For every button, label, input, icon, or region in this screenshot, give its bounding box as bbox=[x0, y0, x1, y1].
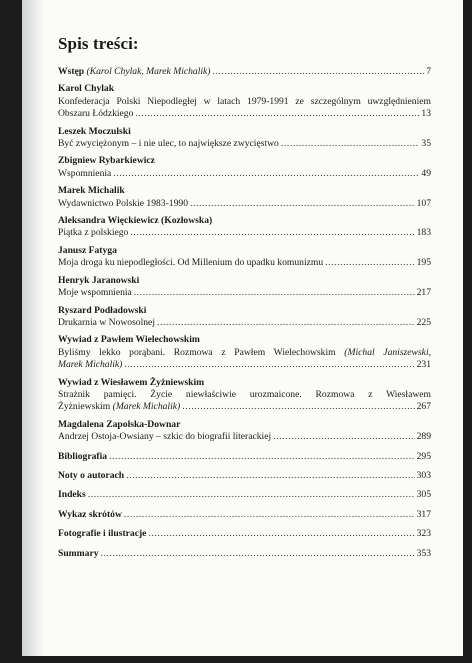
toc-entry-zyzniewski bbox=[58, 377, 431, 414]
entry-title: Andrzej Ostoja-Owsiany – szkic do biografii literackiej bbox=[58, 431, 272, 443]
dot-leader bbox=[126, 470, 415, 482]
toc-entry-michalik bbox=[58, 185, 431, 210]
entry-label: Indeks bbox=[58, 489, 86, 501]
page-number: 303 bbox=[416, 469, 431, 481]
page-number: 353 bbox=[416, 547, 431, 559]
dot-leader bbox=[135, 108, 419, 120]
entry-author: Aleksandra Więckiewicz (Kozłowska) bbox=[58, 215, 213, 227]
page-number: 7 bbox=[426, 66, 431, 77]
page-number: 295 bbox=[416, 450, 431, 462]
entry-label: Bibliografia bbox=[58, 450, 108, 462]
entry-author: Ryszard Podładowski bbox=[58, 304, 147, 316]
toc-entry-skroty bbox=[58, 509, 431, 521]
document-page bbox=[22, 0, 463, 656]
dot-leader bbox=[273, 431, 414, 443]
entry-author: Henryk Jaranowski bbox=[58, 274, 140, 286]
entry-title-line1: Strażnik pamięci. Życie niewłaściwie urozmaicone. Rozmowa z Wiesławem bbox=[58, 388, 431, 400]
toc-entry-chylak bbox=[58, 83, 431, 120]
page-binding-shadow bbox=[22, 0, 44, 656]
toc-entry-jaranowski bbox=[58, 275, 431, 300]
entry-label: Noty o autorach bbox=[58, 469, 125, 481]
entry-title-line2: Obszaru Łódzkiego bbox=[58, 108, 134, 120]
page-number: 13 bbox=[421, 108, 431, 120]
entry-title: Wydawnictwo Polskie 1983-1990 bbox=[58, 197, 188, 209]
entry-title: Być zwyciężonym – i nie ulec, to największe zwycięstwo bbox=[58, 138, 279, 150]
entry-author: Janusz Fatyga bbox=[58, 244, 117, 256]
toc-entry-summary bbox=[58, 548, 431, 560]
toc-entry-wstep bbox=[58, 66, 431, 78]
toc-entry-noty bbox=[58, 470, 431, 482]
entry-title: Drukarnia w Nowosolnej bbox=[58, 316, 155, 328]
dot-leader bbox=[213, 66, 425, 78]
page-number: 217 bbox=[416, 287, 431, 299]
page-number: 183 bbox=[416, 227, 431, 239]
entry-author: Wywiad z Wiesławem Żyżniewskim bbox=[58, 376, 205, 388]
page-number: 231 bbox=[416, 359, 431, 371]
page-number: 225 bbox=[416, 316, 431, 328]
page-number: 35 bbox=[421, 138, 431, 150]
dot-leader bbox=[190, 198, 415, 210]
entry-author: Magdalena Zapolska-Downar bbox=[58, 418, 181, 430]
entry-title: Wspomnienia bbox=[58, 167, 112, 179]
page-number: 323 bbox=[416, 528, 431, 540]
entry-author: Marek Michalik bbox=[58, 185, 125, 197]
page-number: 317 bbox=[416, 508, 431, 520]
dot-leader bbox=[124, 359, 414, 371]
dot-leader bbox=[281, 138, 420, 150]
entry-label: Fotografie i ilustracje bbox=[58, 528, 147, 540]
table-of-contents bbox=[58, 34, 431, 560]
dot-leader bbox=[88, 489, 415, 501]
entry-label: Summary bbox=[58, 547, 99, 559]
entry-label: Wykaz skrótów bbox=[58, 508, 122, 520]
toc-heading: Spis treści: bbox=[58, 34, 139, 53]
toc-entry-fotografie bbox=[58, 528, 431, 540]
entry-author: Zbigniew Rybarkiewicz bbox=[58, 155, 155, 167]
entry-author: Karol Chylak bbox=[58, 83, 115, 95]
page-number: 49 bbox=[421, 167, 431, 179]
entry-label: Wstęp bbox=[58, 66, 85, 77]
entry-editors: (Karol Chylak, Marek Michalik) bbox=[86, 66, 211, 77]
toc-entry-moczulski bbox=[58, 126, 431, 151]
entry-title-line1: Byliśmy lekko porąbani. Rozmowa z Pawłem Wielechowskim (Michal Janiszewski, bbox=[58, 346, 432, 358]
dot-leader bbox=[101, 548, 415, 560]
entry-author: Leszek Moczulski bbox=[58, 125, 131, 137]
page-number: 289 bbox=[416, 431, 431, 443]
dot-leader bbox=[148, 528, 414, 540]
page-number: 305 bbox=[416, 489, 431, 501]
dot-leader bbox=[113, 168, 419, 180]
page-number: 107 bbox=[416, 197, 431, 209]
toc-entry-fatyga bbox=[58, 245, 431, 270]
dot-leader bbox=[182, 401, 414, 413]
page-number: 267 bbox=[416, 401, 431, 413]
dot-leader bbox=[124, 509, 415, 521]
toc-entry-rybarkiewicz bbox=[58, 155, 431, 180]
dot-leader bbox=[134, 287, 415, 299]
page-number: 195 bbox=[416, 257, 431, 269]
entry-title-line2: Żyżniewskim (Marek Michalik) bbox=[58, 401, 181, 413]
dot-leader bbox=[157, 317, 415, 329]
toc-entry-zapolska bbox=[58, 419, 431, 444]
entry-title: Moje wspomnienia bbox=[58, 287, 132, 299]
entry-title: Piątka z polskiego bbox=[58, 227, 129, 239]
toc-entry-podladowski bbox=[58, 305, 431, 330]
toc-entry-bibliografia bbox=[58, 451, 431, 463]
toc-entry-wieckiewicz bbox=[58, 215, 431, 240]
entry-title: Moja droga ku niepodległości. Od Millenium do upadku komunizmu bbox=[58, 257, 324, 269]
toc-entry-indeks bbox=[58, 489, 431, 501]
entry-title-line1: Konfederacja Polski Niepodległej w latach 1979-1991 ze szczególnym uwzględnieniem bbox=[58, 95, 431, 107]
entry-title-line2: Marek Michalik) bbox=[58, 359, 123, 371]
dot-leader bbox=[109, 451, 415, 463]
toc-entry-wielechowski bbox=[58, 334, 431, 371]
dot-leader bbox=[325, 257, 414, 269]
dot-leader bbox=[130, 227, 414, 239]
entry-author: Wywiad z Pawłem Wielechowskim bbox=[58, 334, 200, 346]
